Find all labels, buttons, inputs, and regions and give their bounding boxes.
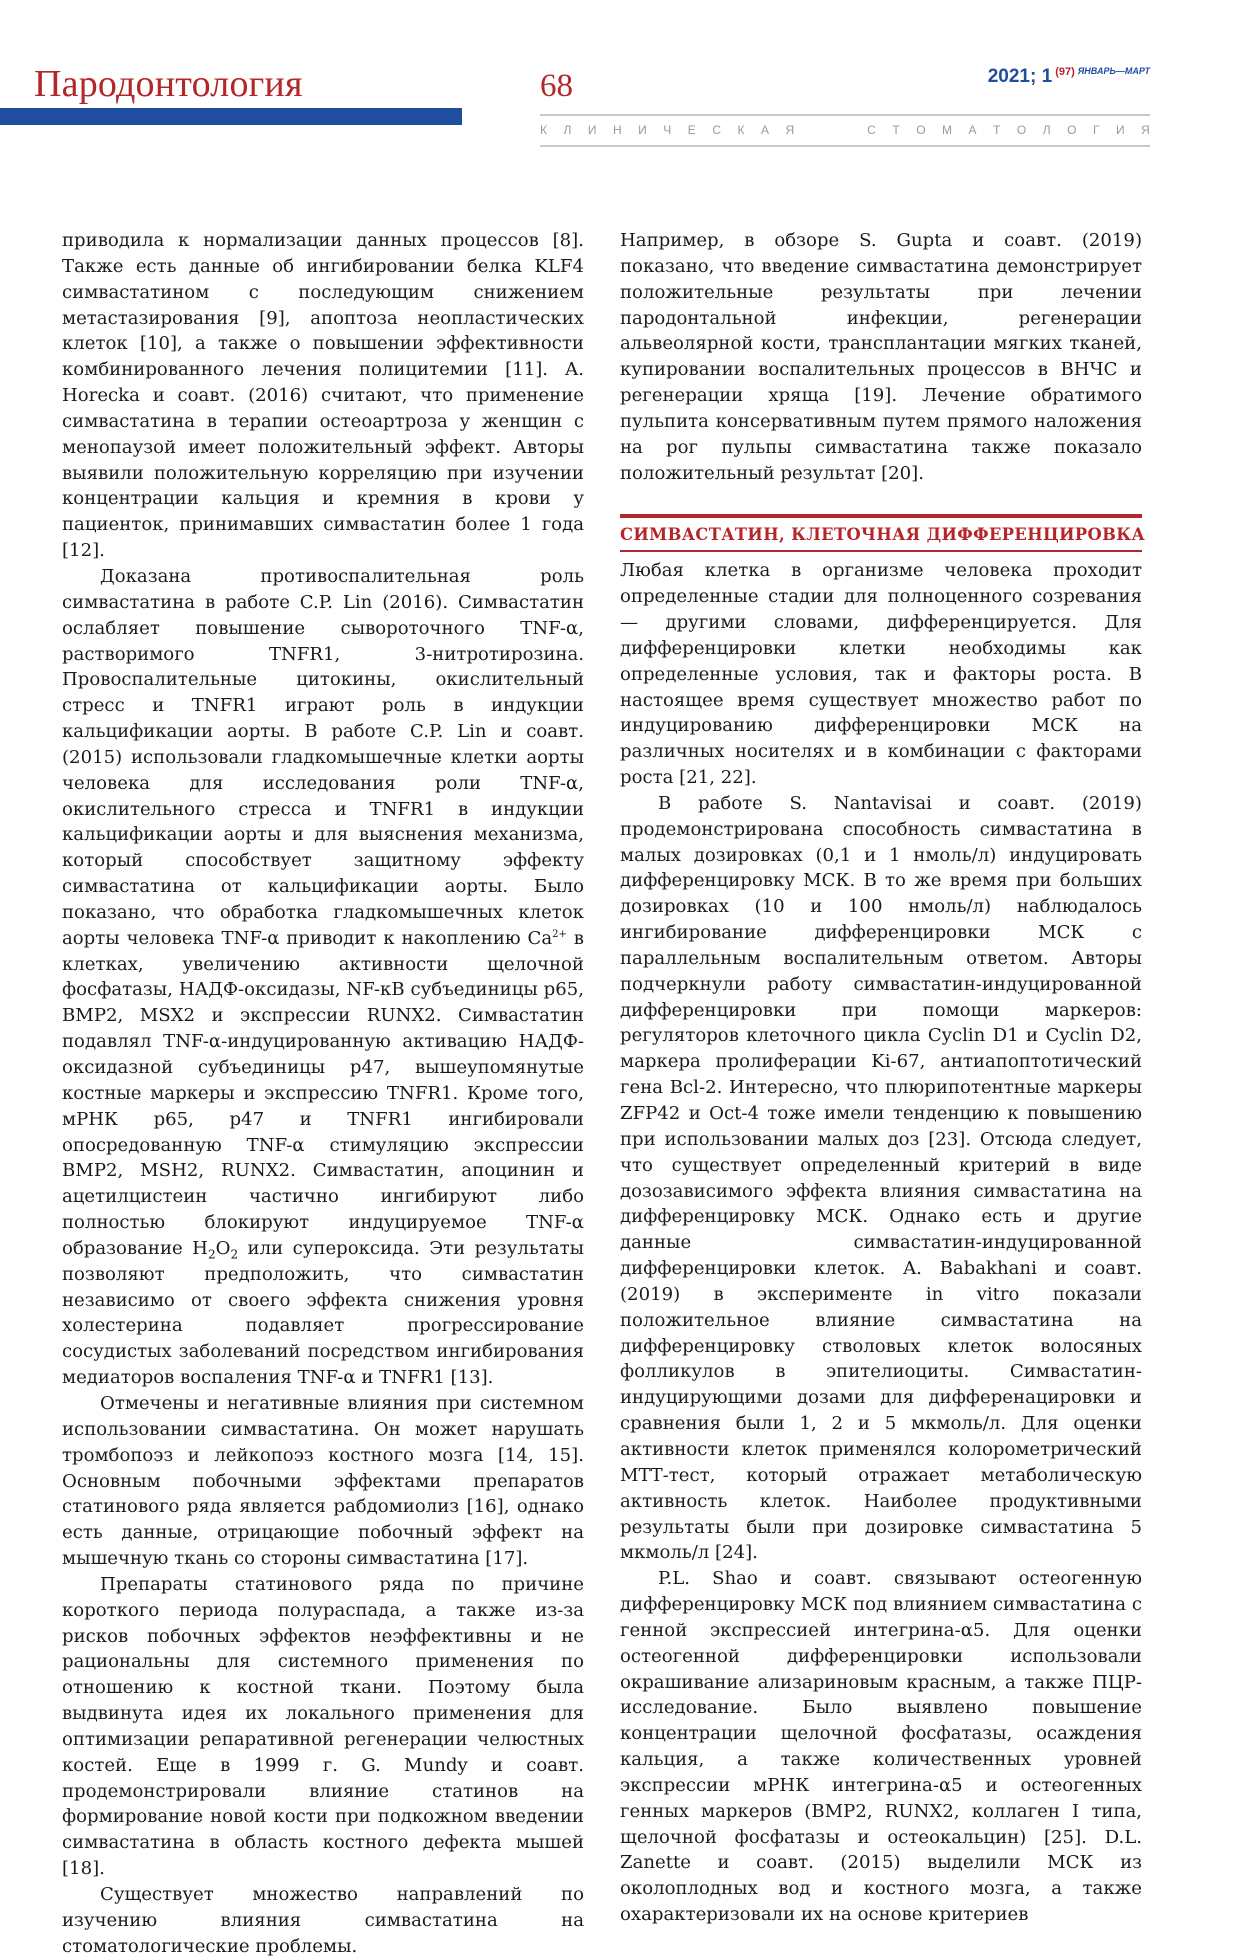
running-title — [540, 123, 1150, 141]
running-title-letter: К — [540, 123, 547, 137]
subscript: 2 — [207, 1247, 216, 1262]
running-title-letter: И — [1115, 123, 1125, 137]
running-title-letter: М — [942, 123, 953, 137]
paragraph: Существует множество направлений по изучению влияния симвастатина на стоматологические проблемы. — [62, 1884, 584, 1957]
issue-number: (97) — [1055, 66, 1075, 78]
running-title-letter: О — [1016, 123, 1027, 137]
paragraph — [62, 564, 584, 1391]
running-title-letter: Е — [687, 123, 696, 137]
running-title-letter: И — [638, 123, 647, 137]
running-title-letter: Г — [1092, 123, 1100, 137]
issue-months: ЯНВАРЬ—МАРТ — [1077, 66, 1150, 76]
paragraph-text: или супероксида. Эти результаты позволяют предположить, что симвастатин независимо от своего эффекта снижения уровня холестерина подавляет прогрессирование сосудистых заболеваний посредством ингибирования медиаторов воспаления TNF-α и TNFR1 [13]. — [62, 1237, 584, 1389]
running-title-letter: Т — [892, 123, 900, 137]
right-column — [620, 228, 1146, 1928]
header-blue-bar — [0, 108, 462, 125]
running-title-gap — [811, 123, 851, 141]
running-title-letter: А — [968, 123, 977, 137]
running-title-letter: К — [737, 123, 745, 137]
running-title-letter: Н — [613, 123, 622, 137]
section-heading: СИМВАСТАТИН, КЛЕТОЧНАЯ ДИФФЕРЕНЦИРОВКА — [620, 525, 1146, 545]
issue-year: 2021; 1 — [987, 66, 1053, 87]
running-title-letter: Ч — [663, 123, 672, 137]
running-title-letter: С — [867, 123, 876, 137]
running-title-letter: Т — [993, 123, 1001, 137]
header-journal-section: Пародонтология — [34, 63, 303, 105]
running-title-letter: А — [760, 123, 769, 137]
paragraph-text: O — [215, 1237, 231, 1259]
running-title-letter: О — [916, 123, 926, 137]
running-title-letter: Л — [1042, 123, 1051, 137]
paragraph: Любая клетка в организме человека проходит определенные стадии для полноценного созревания — другими словами, дифференцируется. Для дифференцировки клетки необходимы как определенные условия, так и факторы роста. В настоящее время существует множество работ по индуцированию дифференцировки МСК на различных носителях и в комбинации с факторами роста [21, 22]. — [620, 560, 1142, 789]
running-title-letter: Я — [785, 123, 795, 137]
subscript: 2 — [230, 1247, 239, 1262]
running-title-letter: С — [712, 123, 721, 137]
paragraph: В работе S. Nantavisai и соавт. (2019) продемонстрирована способность симвастатина в малых дозировках (0,1 и 1 нмоль/л) индуцировать дифференцировку МСК. В то же время при больших дозировках (10 и 100 нмоль/л) наблюдалось ингибирование дифференцировки МСК с параллельным воспалительным ответом. Авторы подчеркнули работу симвастатин-индуцированной дифференцировки при помощи маркеров: регуляторов клеточного цикла Cyclin D1 и Cyclin D2, маркера пролиферации Ki-67, антиапоптотический гена Bcl-2. Интересно, что плюрипотентные маркеры ZFP42 и Oct-4 тоже имели тенденцию к повышению при использовании малых доз [23]. Отсюда следует, что существует определенный критерий в виде дозозависимого эффекта влияния симвастатина на дифференцировку МСК. Однако есть и другие данные симвастатин-индуцированной дифференцировки клеток. A. Babakhani и соавт. (2019) в эксперименте in vitro показали положительное влияние симвастатина на дифференцировку стволовых клеток волосяных фолликулов в эпителиоциты. Симвастатин-индуцирующими дозами для дифференацировки и сравнения были 1, 2 и 5 мкмоль/л. Для оценки активности клеток применялся колорометрический МТТ-тест, который отражает метаболическую активность клеток. Наиболее продуктивными результаты были при дозировке симвастатина 5 мкмоль/л [24]. — [620, 792, 1142, 1564]
running-title-letter: И — [587, 123, 597, 137]
paragraph-text: Доказана противоспалительная роль симвастатина в работе C.P. Lin (2016). Симвастатин ослабляет повышение сывороточного TNF-α, растворимого TNFR1, 3-нитротирозина. Провоспалительные цитокины, окислительный стресс и TNFR1 играют роль в индукции кальцификации аорты. В работе C.P. Lin и соавт. (2015) использовали гладкомышечные клетки аорты человека для исследования роли TNF-α, окислительного стресса и TNFR1 в индукции кальцификации аорты и для выяснения механизма, который способствует защитному эффекту симвастатина от кальцификации аорты. Было показано, что обработка гладкомышечных клеток аорты человека TNF-α приводит к накоплению Ca — [62, 565, 584, 949]
paragraph: Препараты статинового ряда по причине короткого периода полураспада, а также из-за рисков побочных эффектов неэффективны и не рациональны для системного применения по отношению к костной ткани. Поэтому была выдвинута идея их локального применения для оптимизации репаративной регенерации челюстных костей. Еще в 1999 г. G. Mundy и соавт. продемонстрировали влияние статинов на формирование новой кости при подкожном введении симвастатина в область костного дефекта мышей [18]. — [62, 1573, 584, 1880]
page-number: 68 — [540, 68, 573, 104]
running-title-letter: Л — [563, 123, 572, 137]
paragraph: P.L. Shao и соавт. связывают остеогенную дифференцировку МСК под влиянием симвастатина с генной экспрессией интегрина-α5. Для оценки остеогенной дифференцировки использовали окрашивание ализариновым красным, а также ПЦР-исследование. Было выявлено повышение концентрации щелочной фосфатазы, осаждения кальция, а также количественных уровней экспрессии мРНК интегрина-α5 и остеогенных генных маркеров (BMP2, RUNX2, коллаген I типа, щелочной фосфатазы и остеокальцин) [25]. D.L. Zanette и соавт. (2015) выделили МСК из околоплодных вод и костного мозга, а также охарактеризовали их на основе критериев — [620, 1568, 1142, 1926]
header-rule-top — [540, 114, 1150, 116]
paragraph-text: в клетках, увеличению активности щелочной фосфатазы, НАДФ-оксидазы, NF-κB субъединицы p65, BMP2, MSX2 и экспрессии RUNX2. Симвастатин подавлял TNF-α-индуцированную активацию НАДФ-оксидазной субъединицы p47, вышеупомянутые костные маркеры и экспрессию TNFR1. Кроме того, мРНК p65, p47 и TNFR1 ингибировали опосредованную TNF-α стимуляцию экспрессии BMP2, MSH2, RUNX2. Симвастатин, апоцинин и ацетилцистеин частично ингибируют либо полностью блокируют индуцируемое TNF-α образование H — [62, 927, 584, 1259]
running-title-letter: Я — [1141, 123, 1150, 137]
paragraph: приводила к нормализации данных процессов [8]. Также есть данные об ингибировании белка KLF4 симвастатином с последующим снижением метастазирования [9], апоптоза неопластических клеток [10], а также о повышении эффективности комбинированного лечения полицитемии [11]. A. Horecka и соавт. (2016) считают, что применение симвастатина в терапии остеоартроза у женщин с менопаузой имеет положительный эффект. Авторы выявили положительную корреляцию при изучении концентрации кальция и кремния в крови у пациенток, принимавших симвастатин более 1 года [12]. — [62, 230, 584, 562]
paragraph: Например, в обзоре S. Gupta и соавт. (2019) показано, что введение симвастатина демонстрирует положительные результаты при лечении пародонтальной инфекции, регенерации альвеолярной кости, трансплантации мягких тканей, купировании воспалительных процессов в ВНЧС и регенерации хряща [19]. Лечение обратимого пульпита консервативным путем прямого наложения на рог пульпы симвастатина также показало положительный результат [20]. — [620, 230, 1142, 484]
section-heading-block — [620, 514, 1146, 552]
left-column — [62, 228, 584, 1960]
running-title-letter: О — [1067, 123, 1077, 137]
section-heading-underline — [620, 550, 1142, 552]
issue-info — [988, 66, 1150, 88]
header-rule-bottom — [540, 145, 1150, 147]
superscript: 2+ — [552, 928, 567, 940]
paragraph: Отмечены и негативные влияния при системном использовании симвастатина. Он может нарушать тромбопоэз и лейкопоэз костного мозга [14, 15]. Основным побочными эффектами препаратов статинового ряда является рабдомиолиз [16], однако есть данные, отрицающие побочный эффект на мышечную ткань со стороны симвастатина [17]. — [62, 1392, 584, 1570]
